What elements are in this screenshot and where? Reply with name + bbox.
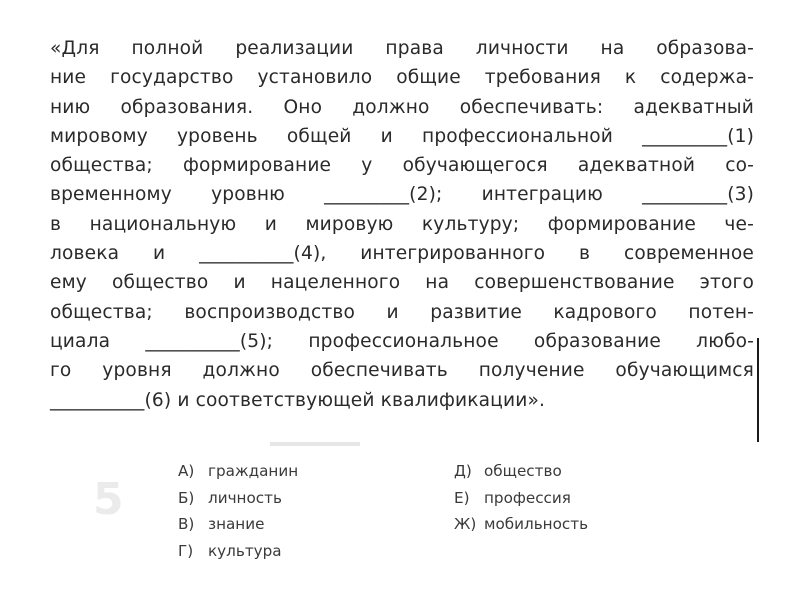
option-item [178, 485, 298, 512]
option-letter: Д) [454, 462, 472, 480]
option-text: гражданин [208, 462, 299, 480]
passage-line: циала __________(5); профессиональное образование любо- [50, 330, 754, 352]
passage-line: ему общество и нацеленного на совершенствование этого [50, 272, 754, 294]
option-item [454, 485, 588, 512]
option-letter: Е) [454, 488, 470, 507]
page-edge-divider [757, 338, 759, 442]
option-text: мобильность [484, 515, 589, 533]
passage-line: ние государство установило общие требования к содержа- [50, 67, 754, 89]
option-letter: Ж) [454, 515, 477, 533]
options-column-left [178, 458, 298, 564]
scan-artifact [270, 442, 360, 446]
option-text: культура [208, 541, 282, 560]
passage-line: «Для полной реализации права личности на образова- [50, 38, 754, 59]
option-item [178, 538, 298, 565]
option-item [178, 458, 298, 485]
option-item [454, 511, 588, 538]
option-letter: Б) [178, 488, 195, 507]
option-item [454, 458, 588, 485]
option-item [178, 511, 298, 538]
passage-line: го уровня должно обеспечивать получение обучающимся [50, 360, 754, 382]
option-text: знание [208, 515, 265, 533]
option-text: профессия [484, 488, 571, 507]
passage-line: нию образования. Оно должно обеспечивать: адекватный [50, 96, 754, 118]
option-letter: А) [178, 462, 195, 480]
option-text: общество [484, 462, 562, 480]
passage-line: ловека и __________(4), интегрированного в современное [50, 243, 754, 265]
option-letter: В) [178, 515, 195, 533]
passage-line: в национальную и мировую культуру; формирование че- [50, 213, 754, 235]
option-letter: Г) [178, 541, 194, 560]
slide-number-watermark: 5 [93, 474, 124, 525]
option-text: личность [208, 488, 282, 507]
passage-line: мировому уровень общей и профессиональной _________(1) [50, 125, 754, 147]
passage-line: общества; формирование у обучающегося адекватной со- [50, 155, 754, 177]
passage-line: временному уровню _________(2); интеграцию _________(3) [50, 184, 754, 206]
task-passage [50, 34, 754, 415]
passage-line: общества; воспроизводство и развитие кадрового потен- [50, 301, 754, 323]
options-column-right [454, 458, 588, 538]
passage-line: __________(6) и соответствующей квалификации». [50, 389, 546, 411]
